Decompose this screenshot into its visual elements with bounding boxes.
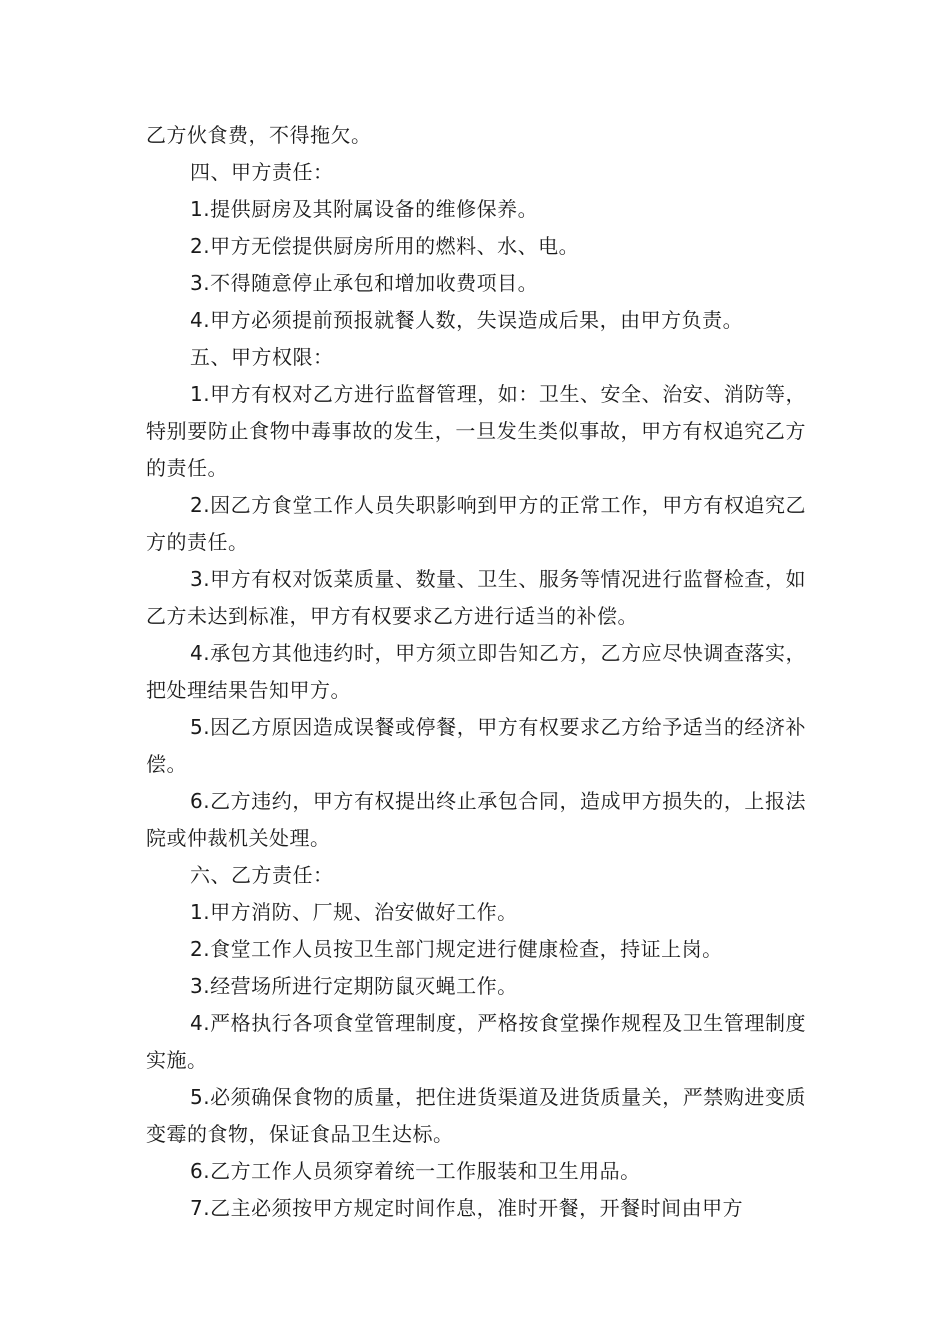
list-item: 4.承包方其他违约时，甲方须立即告知乙方，乙方应尽快调查落实，把处理结果告知甲方。 xyxy=(146,641,806,702)
list-item: 3.经营场所进行定期防鼠灭蝇工作。 xyxy=(190,974,518,998)
section-heading: 五、甲方权限： xyxy=(190,345,334,369)
list-item: 4.严格执行各项食堂管理制度，严格按食堂操作规程及卫生管理制度实施。 xyxy=(146,1011,806,1072)
document-body xyxy=(146,117,806,1227)
list-item: 3.甲方有权对饭菜质量、数量、卫生、服务等情况进行监督检查，如乙方未达到标准，甲方有权要求乙方进行适当的补偿。 xyxy=(146,567,806,628)
list-item: 3.不得随意停止承包和增加收费项目。 xyxy=(190,271,539,295)
list-item: 1.甲方消防、厂规、治安做好工作。 xyxy=(190,900,518,924)
list-item: 5.因乙方原因造成误餐或停餐，甲方有权要求乙方给予适当的经济补偿。 xyxy=(146,715,806,776)
list-item: 6.乙方工作人员须穿着统一工作服装和卫生用品。 xyxy=(190,1159,641,1183)
list-item: 2.食堂工作人员按卫生部门规定进行健康检查，持证上岗。 xyxy=(190,937,723,961)
list-item: 6.乙方违约，甲方有权提出终止承包合同，造成甲方损失的，上报法院或仲裁机关处理。 xyxy=(146,789,806,850)
list-item: 2.甲方无偿提供厨房所用的燃料、水、电。 xyxy=(190,234,580,258)
list-item: 2.因乙方食堂工作人员失职影响到甲方的正常工作，甲方有权追究乙方的责任。 xyxy=(146,493,806,554)
list-item: 7.乙主必须按甲方规定时间作息，准时开餐，开餐时间由甲方 xyxy=(190,1196,744,1220)
list-item: 4.甲方必须提前预报就餐人数，失误造成后果，由甲方负责。 xyxy=(190,308,744,332)
paragraph: 乙方伙食费，不得拖欠。 xyxy=(146,123,372,147)
section-heading: 四、甲方责任： xyxy=(190,160,334,184)
list-item: 5.必须确保食物的质量，把住进货渠道及进货质量关，严禁购进变质变霉的食物，保证食品卫生达标。 xyxy=(146,1085,806,1146)
list-item: 1.提供厨房及其附属设备的维修保养。 xyxy=(190,197,539,221)
list-item: 1.甲方有权对乙方进行监督管理，如：卫生、安全、治安、消防等，特别要防止食物中毒事故的发生，一旦发生类似事故，甲方有权追究乙方的责任。 xyxy=(146,382,806,480)
section-heading: 六、乙方责任： xyxy=(190,863,334,887)
